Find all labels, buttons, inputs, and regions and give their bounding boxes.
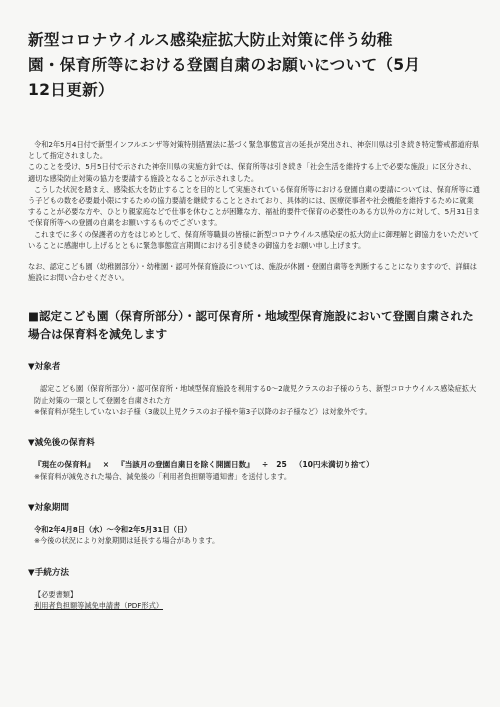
formula-current-fee: 『現在の保育料』 — [34, 460, 95, 470]
target-note: ※保育料が発生していないお子様（3歳以上児クラスのお子様や第3子以降のお子様など）は対象外です。 — [34, 406, 372, 416]
fee-block — [28, 437, 480, 482]
intro-paragraph-4: これまでに多くの保護者の方をはじめとして、保育所等職員の皆様に新型コロナウイルス感染症の拡大防止に御理解と御協力をいただいていることに感謝申し上げるとともに緊急事態宣言期間における引き続きの御協力をお願い申し上げます。 — [28, 229, 480, 250]
formula-divide: ÷ — [261, 460, 269, 470]
period-note: ※今後の状況により対象期間は延長する場合があります。 — [34, 536, 220, 546]
title-line-2: 園・保育所等における登園自粛のお願いについて（5月 — [28, 56, 421, 74]
formula-rounding: （10円未満切り捨て） — [294, 460, 374, 470]
procedure-heading: ▼手続方法 — [28, 567, 69, 578]
title-line-3: 12日更新） — [28, 81, 114, 99]
intro-note: なお、認定こども園（幼稚園部分）・幼稚園・認可外保育施設については、施設が休園・登園自粛等を判断することになりますので、詳細は施設にお問い合わせください。 — [28, 262, 477, 283]
intro-paragraph-3: こうした状況を踏まえ、感染拡大を防止することを目的として実施されている保育所等における登園自粛の要請については、保育所等に通う子どもの数を必要最小限にするための協力要請を継続することとされており、具体的には、医療従事者や社会機能を維持するために就業することが必要な方や、ひとり親家庭などで仕事を休むことが困難な方、福祉的要件で保育の必要性のある方以外の方に対して、5月31日まで保育所等への登園の自粛をお願いするものでございます。 — [28, 184, 480, 228]
period-dates: 令和2年4月8日（水）～令和2年5月31日（日） — [34, 525, 192, 535]
title-line-1: 新型コロナウイルス感染症拡大防止対策に伴う幼稚 — [28, 31, 393, 49]
application-form-link[interactable]: 利用者負担額等減免申請書（PDF形式） — [34, 600, 164, 610]
formula-open-days: 『当該月の登園自粛日を除く開園日数』 — [117, 460, 254, 470]
intro-paragraph-2: このことを受け、5月5日付で示された神奈川県の実施方針では、保育所等は引き続き「社会生活を維持する上で必要な施設」に区分され、適切な感染防止対策の協力を要請する施設となることが示されました。 — [28, 162, 476, 183]
intro-section — [28, 139, 480, 283]
fee-formula — [28, 459, 480, 471]
period-block — [28, 502, 480, 546]
period-heading: ▼対象期間 — [28, 503, 69, 514]
target-description: 認定こども園（保育所部分）・認可保育所・地域型保育施設を利用する0～2歳児クラスのお子様のうち、新型コロナウイルス感染症拡大防止対策の一環として登園を自粛された方 — [34, 384, 477, 405]
target-block — [28, 361, 480, 417]
fee-heading: ▼減免後の保育料 — [28, 438, 95, 449]
formula-divisor: 25 — [276, 460, 287, 470]
fee-note: ※保育料が減免された場合、減免後の「利用者負担額等通知書」を送付します。 — [34, 472, 292, 482]
page-title — [28, 28, 480, 103]
target-heading: ▼対象者 — [28, 362, 61, 373]
intro-paragraph-1: 令和2年5月4日付で新型インフルエンザ等対策特別措置法に基づく緊急事態宣言の延長が発出され、神奈川県は引き続き特定警戒都道府県として指定されました。 — [28, 140, 480, 161]
section-heading: ■認定こども園（保育所部分）・認可保育所・地域型保育施設において登園自粛された場合は保育料を減免します — [28, 309, 474, 342]
required-docs-label: 【必要書類】 — [34, 589, 78, 599]
formula-multiply: × — [102, 460, 110, 470]
procedure-block — [28, 567, 480, 611]
